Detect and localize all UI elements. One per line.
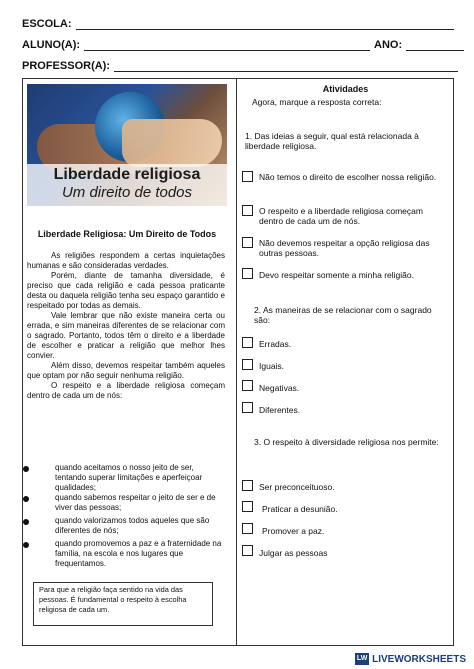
teacher-line[interactable]	[114, 62, 458, 72]
student-field	[22, 39, 464, 51]
q3-option-c-label: Promover a paz.	[262, 526, 325, 536]
year-line[interactable]	[406, 41, 464, 51]
q3-option-d-checkbox[interactable]	[242, 545, 253, 556]
paragraph: Vale lembrar que não existe maneira certa ou errada, e sim maneiras diferentes de se relacionar com o sagrado. Portanto, todos têm o direito e a liberdade de escolher e praticar a religião que melhor lhes convier.	[27, 311, 225, 360]
q1-option-d-checkbox[interactable]	[242, 268, 253, 279]
q1-option-c-checkbox[interactable]	[242, 237, 253, 248]
note-box: Para que a religião faça sentido na vida das pessoas. É fundamental o respeito à escolha religiosa de cada um.	[33, 582, 213, 626]
liveworksheets-logo[interactable]	[355, 653, 466, 665]
q2-option-c-checkbox[interactable]	[242, 380, 253, 391]
year-label: ANO:	[374, 39, 403, 51]
image-title: Liberdade religiosa	[53, 166, 201, 183]
student-line[interactable]	[84, 41, 370, 51]
q1-option-b-checkbox[interactable]	[242, 205, 253, 216]
q3-option-a-checkbox[interactable]	[242, 480, 253, 491]
bullet-icon	[23, 496, 29, 502]
teacher-label: PROFESSOR(A):	[22, 60, 110, 72]
teacher-field	[22, 60, 458, 72]
paragraph: Além disso, devemos respeitar também aqueles que optam por não seguir nenhuma religião.	[27, 361, 225, 380]
bullet-icon	[23, 542, 29, 548]
q1-option-d-label: Devo respeitar somente a minha religião.	[259, 270, 414, 280]
q1-option-b-label: O respeito e a liberdade religiosa começam dentro de cada um de nós.	[259, 206, 423, 226]
image-banner	[27, 164, 227, 206]
question-3: 3. O respeito à diversidade religiosa nos permite:	[254, 437, 439, 447]
light-hand-shape	[122, 119, 222, 167]
bullet-text: quando promovemos a paz e a fraternidade na família, na escola e nos lugares que frequentamos.	[55, 539, 222, 568]
bullet-item	[27, 539, 225, 569]
instruction-text: Agora, marque a resposta correta:	[252, 97, 382, 107]
q3-option-b-label: Praticar a desunião.	[262, 504, 338, 514]
bullet-text: quando valorizamos todos aqueles que são diferentes de nós;	[55, 516, 210, 535]
bullet-icon	[23, 519, 29, 525]
question-1: 1. Das ideias a seguir, qual está relacionada à liberdade religiosa.	[245, 131, 419, 151]
logo-icon: LW	[355, 653, 369, 665]
bullet-item	[27, 516, 225, 536]
paragraph: O respeito e a liberdade religiosa começam dentro de cada um de nós:	[27, 381, 225, 400]
q2-option-d-label: Diferentes.	[259, 405, 301, 415]
school-field	[22, 18, 454, 30]
q3-option-c-checkbox[interactable]	[242, 523, 253, 534]
paragraph: As religiões respondem a certas inquietações humanas e são consideradas verdades.	[27, 251, 225, 270]
q3-option-b-checkbox[interactable]	[242, 501, 253, 512]
bullet-text: quando aceitamos o nosso jeito de ser, tentando superar limitações e aperfeiçoar qualidades;	[55, 463, 203, 492]
q3-option-d-label: Julgar as pessoas	[259, 548, 328, 558]
q2-option-a-checkbox[interactable]	[242, 337, 253, 348]
student-label: ALUNO(A):	[22, 39, 81, 51]
hands-globe-image	[27, 84, 227, 206]
paragraph: Porém, diante de tamanha diversidade, é preciso que cada religião e cada pessoa praticante desta ou daquela religião tenha seu espaço garantido e respeitado por todas as demais.	[27, 271, 225, 310]
q2-option-b-checkbox[interactable]	[242, 359, 253, 370]
q1-option-a-checkbox[interactable]	[242, 171, 253, 182]
q2-option-a-label: Erradas.	[259, 339, 292, 349]
q3-option-a-label: Ser preconceituoso.	[259, 482, 335, 492]
column-divider	[236, 78, 237, 646]
bullet-item	[27, 463, 225, 493]
school-label: ESCOLA:	[22, 18, 72, 30]
article-title: Liberdade Religiosa: Um Direito de Todos	[37, 229, 217, 239]
bullet-item	[27, 493, 225, 513]
q1-option-a-label: Não temos o direito de escolher nossa religião.	[259, 172, 437, 182]
q2-option-c-label: Negativas.	[259, 383, 300, 393]
q2-option-b-label: Iguais.	[259, 361, 285, 371]
brand-text: LIVEWORKSHEETS	[372, 653, 466, 665]
image-subtitle: Um direito de todos	[61, 184, 193, 201]
activities-title: Atividades	[322, 84, 369, 94]
bullet-text: quando sabemos respeitar o jeito de ser e de viver das pessoas;	[55, 493, 216, 512]
article-body	[27, 251, 225, 401]
q2-option-d-checkbox[interactable]	[242, 402, 253, 413]
q1-option-c-label: Não devemos respeitar a opção religiosa das outras pessoas.	[259, 238, 430, 258]
bullet-icon	[23, 466, 29, 472]
school-line[interactable]	[76, 20, 454, 30]
question-2: 2. As maneiras de se relacionar com o sagrado são:	[254, 305, 432, 325]
